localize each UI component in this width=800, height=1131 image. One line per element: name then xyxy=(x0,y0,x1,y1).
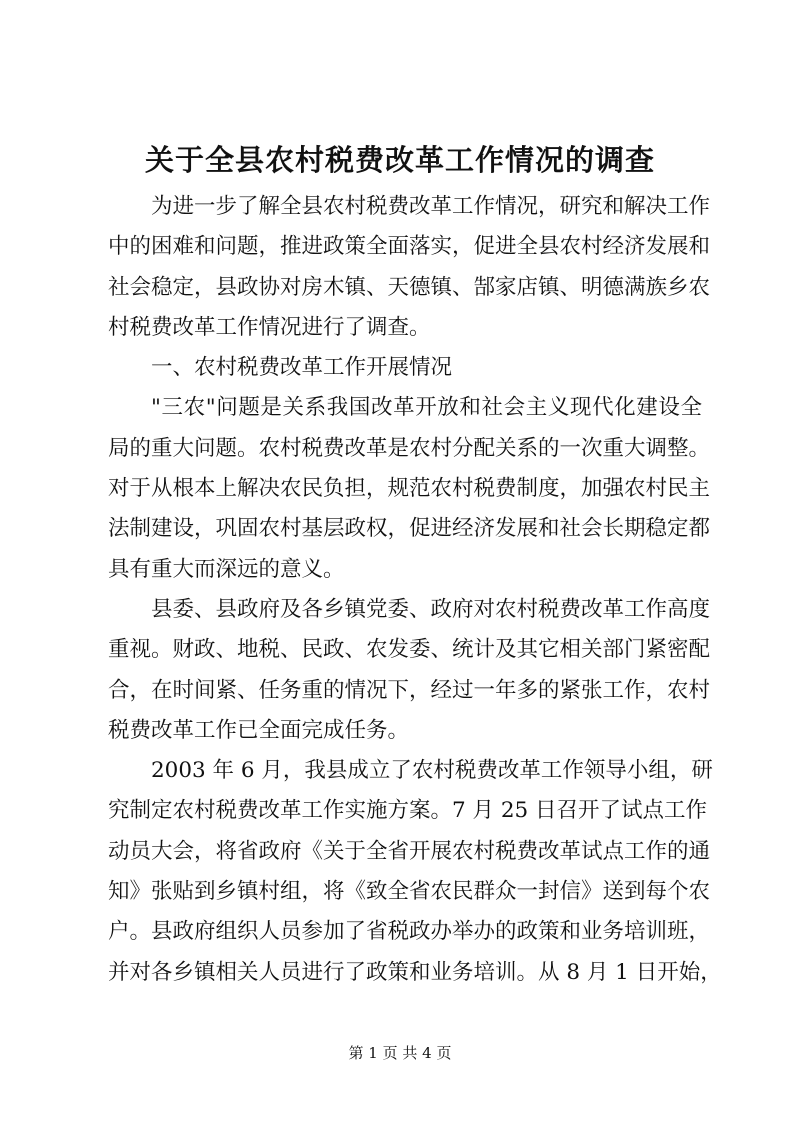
body-line: 动员大会，将省政府《关于全省开展农村税费改革试点工作的通 xyxy=(108,838,711,864)
body-line: 村税费改革工作情况进行了调查。 xyxy=(108,314,431,340)
body-line: 为进一步了解全县农村税费改革工作情况，研究和解决工作 xyxy=(151,194,711,219)
body-line: 税费改革工作已全面完成任务。 xyxy=(108,717,410,743)
body-line: 重视。财政、地税、民政、农发委、统计及其它相关部门紧密配 xyxy=(108,637,711,663)
body-line: 中的困难和问题，推进政策全面落实，促进全县农村经济发展和 xyxy=(108,234,711,260)
body-line: "三农"问题是关系我国改革开放和社会主义现代化建设全 xyxy=(151,395,702,421)
body-line: 并对各乡镇相关人员进行了政策和业务培训。从 8 月 1 日开始， xyxy=(108,959,722,985)
body-line: 2003 年 6 月，我县成立了农村税费改革工作领导小组，研 xyxy=(151,758,713,784)
body-line: 法制建设，巩固农村基层政权，促进经济发展和社会长期稳定都 xyxy=(108,516,711,542)
body-line: 对于从根本上解决农民负担，规范农村税费制度，加强农村民主 xyxy=(108,476,711,502)
body-line: 究制定农村税费改革工作实施方案。7 月 25 日召开了试点工作 xyxy=(108,798,708,824)
body-line: 具有重大而深远的意义。 xyxy=(108,556,345,582)
body-line: 县委、县政府及各乡镇党委、政府对农村税费改革工作高度 xyxy=(151,596,711,622)
document-title: 关于全县农村税费改革工作情况的调查 xyxy=(144,143,655,177)
body-line: 局的重大问题。农村税费改革是农村分配关系的一次重大调整。 xyxy=(108,435,711,461)
body-line: 知》张贴到乡镇村组，将《致全省农民群众一封信》送到每个农 xyxy=(108,879,711,905)
body-line: 社会稳定，县政协对房木镇、天德镇、郜家店镇、明德满族乡农 xyxy=(108,274,711,300)
page-footer: 第 1 页 共 4 页 xyxy=(348,1044,452,1062)
body-line: 户。县政府组织人员参加了省税政办举办的政策和业务培训班， xyxy=(108,919,711,945)
body-line: 合，在时间紧、任务重的情况下，经过一年多的紧张工作，农村 xyxy=(108,677,711,703)
document-body xyxy=(108,187,722,993)
section-heading: 一、农村税费改革工作开展情况 xyxy=(151,355,453,381)
